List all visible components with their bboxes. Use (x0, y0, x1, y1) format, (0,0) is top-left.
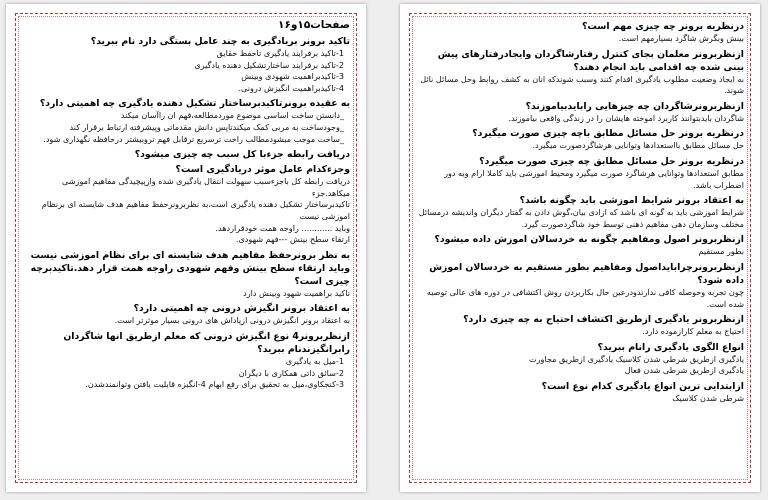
question: به عقیده برونرتاکیدبرساختار تشکیل دهنده یادگیری چه اهمیتی دارد؟ (39, 98, 350, 110)
answer: شاگردان بایدبتوانند کاربرد اموخته هایشان را در زندگی واقعی بیاموزند. (508, 112, 744, 123)
left-page (6, 4, 366, 492)
list-item: _دانستن ساخت اساسی موضوع موردمطالعه،فهم ان راآسان میکند (120, 110, 344, 121)
list-item: 4-تاکیدبراهمیت انگیزش درونی. (238, 82, 344, 93)
answer-line: یادگیری ازطریق شرطی شدن فعال (624, 365, 744, 376)
question: انواع الگوی یادگیری رانام ببرید؟ (597, 341, 744, 353)
right-page-content (416, 18, 744, 480)
question: دریافت رابطه جزءبا کل سبب چه چیزی میشود؟ (134, 149, 350, 161)
question: درنظریه برونر چه چیزی مهم است؟ (582, 21, 744, 32)
list-item: 2-سائق ذاتی همکاری با دیگران (238, 367, 344, 378)
answer-line: یادگیری ازطریق شرطی شدن کلاسیک یادگیری ازطریق مجاورت (528, 353, 744, 364)
list-item: 3-کنجکاوی،میل به تحقیق برای رفع ابهام 4-انگیزه قابلیت یافتن وتوانمندشدن. (85, 379, 344, 390)
question: درنظریه برونر حل مسائل مطابق باچه چیزی صورت میگیرد؟ (472, 128, 744, 140)
list-item: 3-تاکیدبراهمیت شهودی وبینش (241, 71, 344, 82)
answer (416, 354, 744, 377)
answer: به اعتقاد برونر انگیزش درونی ازپاداش های درونی بسیار موثرتر است. (114, 315, 350, 326)
answer: احتیاج به معلم کارازموده دارد. (642, 326, 744, 337)
question: ازنظربرونر معلمان بجای کنترل رفتارشاگردان وایجادرفتارهای پیش بینی شده چه اقدامی باید انجام دهند؟ (437, 48, 744, 73)
right-page (400, 4, 760, 492)
question: ازابتدایی ترین انواع یادگیری کدام نوع است؟ (541, 380, 744, 392)
answer-line: ارتقاء سطح بینش ---فهم شهودی. (235, 234, 350, 245)
list-item: _وجودساخت به مربی کمک میکندتاپس دانش مقدماتی وپیشرفته ارتباط برقرار کند (69, 121, 344, 132)
answer: حل مسائل مطابق بااستعدادها وتوانایی هرشاگردصورت میگیرد. (532, 140, 744, 151)
answer-line: تاکیدبرساختار تشکیل دهنده یادگیری است،به نظربرونرحفظ مفاهیم هدف شایسته ای برنظام اموزشی نیست (41, 199, 350, 221)
answer: تاکید براهمیت شهود وبینش دارد (243, 287, 350, 298)
question: به اعتقاد برونر انگیزش درونی چه اهمیتی دارد؟ (133, 303, 350, 315)
question: ازنظربرونرچرابایداصول ومفاهیم بطور مستقیم به خردسالان اموزش داده شود؟ (429, 261, 744, 286)
answer: شرطی شدن کلاسیک (672, 392, 744, 403)
answer: به ایجاد وضعیت مطلوب یادگیری اقدام کنند وسبب شوندکه انان به کشف روابط وحل مسائل نائل شوند. (420, 73, 744, 96)
list-item: _ساخت موجب میشودمطالب راحت ترسریع ترقابل فهم تروبیشتر درحافظه نگهداری شود. (43, 133, 344, 144)
answer: شرایط اموزشی باید به گونه ای باشد که ازادی بیان،گوش دادن به گفتار دیگران واندیشه درمسائل مختلف وسازمان دهی مفاهیم ذهنی توسط خود شاگردصورت گیرد. (418, 207, 744, 229)
answer: چون تجربه وحوصله کافی ندارندودرعین حال بکاربردن روش اکتشافی در دوره های عالی توصیه شده است. (426, 286, 744, 309)
page-title: صفحات۱۵و۱۶ (278, 19, 350, 31)
question: ازنظربرونر اصول ومفاهیم چگونه به خردسالان اموزش داده میشود؟ (434, 234, 744, 246)
list-item: 1-تاکید برفرایند یادگیری تاحفظ حقایق (216, 48, 344, 58)
answer: بطور مستقیم (698, 246, 744, 257)
answer-line: وباید ............ راوجه همت خودقراردهد. (215, 222, 350, 233)
answer: مطابق استعدادها وتوانایی هرشاگرد صورت میگیرد ومحیط اموزشی باید کاملا ارام وبه دور اضطراب باشد. (444, 167, 744, 190)
answer-line: دریافت رابطه کل باجزءسبب سهولت انتقال یادگیری شده وازپیچیدگی مفاهیم اموزشی میکاهد.جزء (62, 176, 350, 198)
question: ازنظربرونر یادگیری ازطریق اکتشاف احتیاج به چه چیزی دارد؟ (463, 314, 744, 326)
list-item: 1-میل به یادگیری (285, 355, 344, 366)
list-item: 2-تاکید برفرایند ساختارتشکیل دهنده یادگیری (194, 59, 344, 70)
answer (22, 176, 350, 246)
question: وجزءکدام عامل موثر دریادگیری است؟ (175, 164, 350, 176)
question: تاکید برونر بریادگیری به چند عامل بستگی دارد نام ببرید؟ (90, 36, 350, 47)
question: ازنظربرونرشاگردان چه چیزهایی رابایدبیاموزند؟ (525, 100, 744, 112)
question: درنظریه برونر حل مسائل مطابق چه چیزی صورت میگیرد؟ (479, 155, 744, 167)
question: به نظر برونرحفظ مفاهیم هدف شایسته ای برای نظام اموزشی نیست وباید ارتقاء سطح بینش وفهم شهودی راوجه همت قرار دهد.تاکیدبرچه چیزی است؟ (30, 249, 350, 287)
answer: بینش وبگرش شاگرد بسیارمهم است. (618, 33, 744, 43)
question: ازنظربرونر4 نوع انگیزش درونی که معلم ازطریق انها شاگردان رابرانگیزندنام ببرید؟ (63, 330, 350, 355)
question: به اعتقاد برونر شرایط اموزشی باید چگونه باشد؟ (519, 195, 744, 207)
left-page-content (22, 18, 350, 480)
